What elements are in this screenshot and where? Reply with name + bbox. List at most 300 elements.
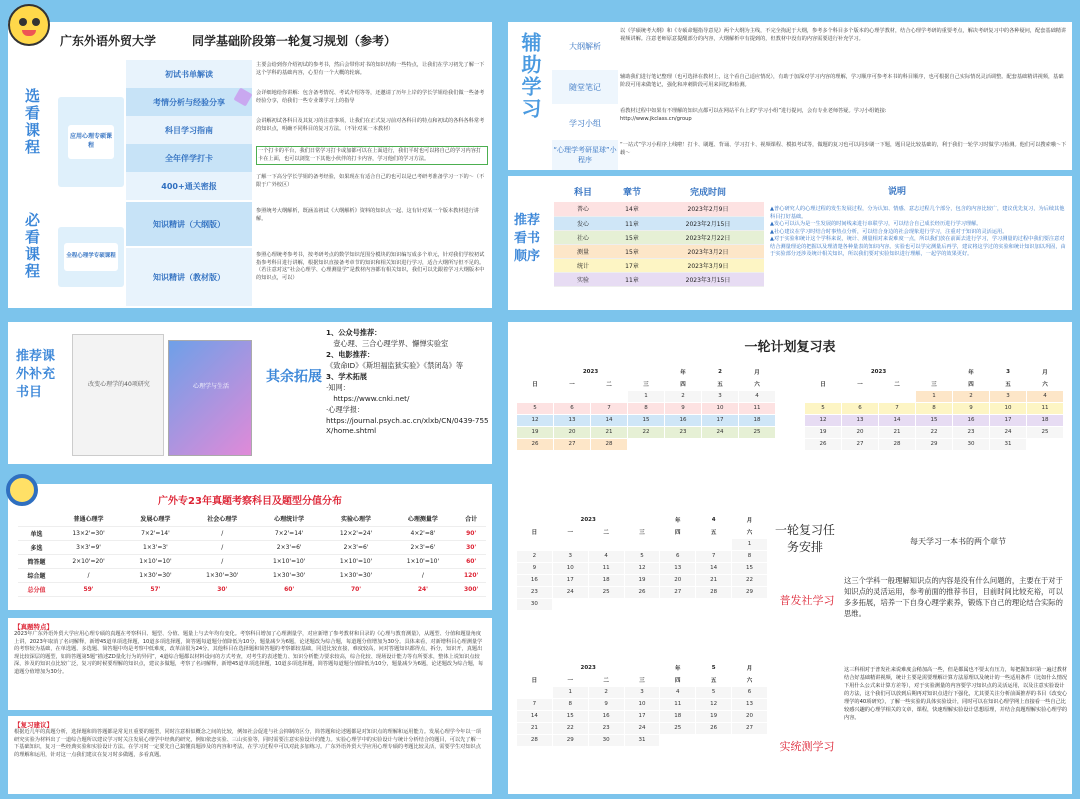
calendar-day[interactable]: 13 xyxy=(842,414,879,426)
score-col-header xyxy=(18,512,55,526)
calendar-day[interactable]: 5 xyxy=(805,402,842,414)
aux-item-1-label[interactable]: 随堂笔记 xyxy=(552,70,618,104)
score-cell: 12×2'=24' xyxy=(323,526,390,540)
calendar-week-row xyxy=(517,598,768,610)
calendar-weekday: 六 xyxy=(754,381,760,388)
calendar-day[interactable]: 12 xyxy=(517,414,554,426)
calendar-day[interactable]: 3 xyxy=(624,686,660,698)
calendar-day[interactable]: 30 xyxy=(588,734,624,746)
calendar-day[interactable] xyxy=(517,686,553,698)
calendar-day[interactable]: 3 xyxy=(552,550,588,562)
score-cell: 60' xyxy=(256,582,323,596)
calendar-day[interactable]: 24 xyxy=(624,722,660,734)
calendar-day[interactable]: 28 xyxy=(879,438,916,450)
calendar-header-cell: 年 xyxy=(675,666,681,672)
calendar-day[interactable]: 22 xyxy=(732,574,768,586)
calendar-day[interactable]: 8 xyxy=(628,402,665,414)
calendar-day[interactable]: 20 xyxy=(732,710,768,722)
calendar-day[interactable]: 17 xyxy=(702,414,739,426)
calendar-day[interactable]: 16 xyxy=(953,414,990,426)
calendar-day[interactable]: 2 xyxy=(665,390,702,402)
calendar-day[interactable]: 15 xyxy=(552,710,588,722)
calendar-day[interactable]: 1 xyxy=(628,390,665,402)
calendar-header-cell: 年 xyxy=(968,370,974,376)
calendar-day[interactable] xyxy=(628,438,665,450)
calendar-day[interactable]: 29 xyxy=(732,586,768,598)
calendar-week-row xyxy=(805,414,1064,426)
ext-line-4: 3、学术拓展 xyxy=(326,371,367,381)
select-item-3-label[interactable]: 全年伴学打卡 xyxy=(126,144,252,172)
calendar-day[interactable]: 27 xyxy=(554,438,591,450)
calendar-weekday: 日 xyxy=(531,677,538,684)
calendar-day[interactable]: 11 xyxy=(660,698,696,710)
calendar-day[interactable]: 11 xyxy=(1027,402,1064,414)
calendar-day[interactable] xyxy=(879,390,916,402)
score-cell: 4×2'=8' xyxy=(389,526,456,540)
calendar-day[interactable]: 13 xyxy=(732,698,768,710)
book1-label: 普发社学习 xyxy=(779,594,835,607)
aux-item-1-desc: 辅助我们进行笔记整理（也可选择在教材上，这个看自己适应情况），有助于加深对学习内容的理解，学习顺序可参考本书的科目顺序，也可根据自己实际情况灵活调整。配套基础精讲视频，基础阶段可用来做笔记，强化和冲刺阶段可用来回忆和检测。 xyxy=(620,74,1064,88)
calendar-day[interactable]: 27 xyxy=(732,722,768,734)
calendar-day[interactable]: 12 xyxy=(624,562,660,574)
calendar-day[interactable]: 7 xyxy=(696,550,732,562)
course-panel xyxy=(8,22,492,308)
calendar-day[interactable]: 11 xyxy=(739,402,776,414)
calendar-day[interactable] xyxy=(624,598,660,610)
calendar-day[interactable]: 19 xyxy=(517,426,554,438)
calendar-day[interactable]: 5 xyxy=(517,402,554,414)
calendar-day[interactable]: 8 xyxy=(732,550,768,562)
score-col-header: 实验心理学 xyxy=(323,512,390,526)
calendar-day[interactable]: 14 xyxy=(591,414,628,426)
calendar-day[interactable]: 6 xyxy=(732,686,768,698)
must-heading: 必看课程 xyxy=(23,212,41,280)
calendar-day[interactable]: 15 xyxy=(732,562,768,574)
ext-line-7: ·心理学报： xyxy=(326,404,365,414)
calendar-day[interactable] xyxy=(805,390,842,402)
calendar-day[interactable]: 24 xyxy=(552,586,588,598)
calendar-day[interactable]: 24 xyxy=(702,426,739,438)
calendar-day[interactable] xyxy=(702,438,739,450)
calendar-day[interactable]: 26 xyxy=(624,586,660,598)
calendar-day[interactable]: 21 xyxy=(879,426,916,438)
order-note-3: ▲对于实验和统计这个学科来说，统计、测量相对来说难度一点，所以我们放在前面去进行学习，学习测量的过程中我们要注意对结合测量理论的把握以及理清楚各种量表的知识内容。实验也可以学完测量后再学，建议将这学过的实验和统计知识加以巩固，由于实验部分还涉及统计相关知识，所以我们要对实验知识进行理解，一起学的效果更好。 xyxy=(770,236,1066,258)
order-cell-subject: 普心 xyxy=(554,202,612,216)
calendar-day[interactable]: 1 xyxy=(552,686,588,698)
calendar-day[interactable]: 25 xyxy=(660,722,696,734)
calendar-day[interactable]: 25 xyxy=(588,586,624,598)
score-cell: 7×2'=14' xyxy=(256,526,323,540)
must-item-1-label[interactable]: 知识精讲（教材版） xyxy=(126,248,252,306)
calendar-week-row xyxy=(805,402,1064,414)
score-col-header: 普通心理学 xyxy=(55,512,122,526)
calendar-day[interactable]: 28 xyxy=(517,734,553,746)
calendar-weekday: 六 xyxy=(1042,381,1048,388)
calendar-day[interactable]: 15 xyxy=(916,414,953,426)
calendar-day[interactable]: 31 xyxy=(624,734,660,746)
order-col-0: 科目 xyxy=(573,187,592,198)
calendar-day[interactable]: 21 xyxy=(517,722,553,734)
books-panel xyxy=(8,322,492,464)
calendar-day[interactable] xyxy=(517,538,553,550)
calendar-day[interactable]: 18 xyxy=(1027,414,1064,426)
score-row xyxy=(18,568,486,582)
score-cell: 59' xyxy=(55,582,122,596)
score-cell: 简答题 xyxy=(18,554,55,568)
calendar-day[interactable]: 16 xyxy=(665,414,702,426)
calendar-weekday: 三 xyxy=(639,677,645,684)
score-cell: 30' xyxy=(189,582,256,596)
order-row xyxy=(554,230,764,244)
order-row xyxy=(554,216,764,230)
calendar-mar xyxy=(804,366,1064,451)
order-row xyxy=(554,258,764,272)
aux-panel xyxy=(508,22,1072,170)
calendar-day[interactable]: 7 xyxy=(879,402,916,414)
calendar-day[interactable]: 7 xyxy=(517,698,553,710)
calendar-header-cell: 年 xyxy=(675,518,681,524)
calendar-day[interactable]: 1 xyxy=(916,390,953,402)
calendar-weekday: 四 xyxy=(675,529,681,536)
calendar-week-row xyxy=(517,734,768,746)
calendar-day[interactable]: 5 xyxy=(696,686,732,698)
calendar-day[interactable]: 20 xyxy=(660,574,696,586)
calendar-day[interactable]: 28 xyxy=(591,438,628,450)
calendar-day[interactable]: 19 xyxy=(805,426,842,438)
calendar-day[interactable] xyxy=(1027,438,1064,450)
ext-line-0: 1、公众号推荐： xyxy=(326,328,382,337)
calendar-week-row xyxy=(517,586,768,598)
calendar-day[interactable]: 9 xyxy=(953,402,990,414)
must-item-0-desc: 参照统考大纲解析，既涵盖初试《大纲解析》资料的知识点一起、这有针对某一个版本教材进行讲解。 xyxy=(256,208,480,222)
calendar-day[interactable]: 23 xyxy=(588,722,624,734)
calendar-weekday: 日 xyxy=(531,529,538,536)
calendar-day[interactable]: 25 xyxy=(1027,426,1064,438)
calendar-day[interactable]: 6 xyxy=(842,402,879,414)
must-item-1-desc: 参照心理统考参考书，按考研考点的数学知识范围分模块的知识编写成多个单元，针对我们学校初试指参考科目进行讲解，根据知识直接备考章节的知识和相关知识进行学习，适合大纲所写但不足的。（若注意对这“社会心理学、心理测量学”是教材内容都有相关知识，我们可以先跟着学习大纲版本中的知识点，可以） xyxy=(256,252,485,281)
calendar-day[interactable]: 6 xyxy=(554,402,591,414)
calendar-weekday: 五 xyxy=(1005,381,1011,388)
calendar-header-cell: 月 xyxy=(746,666,753,672)
select-item-4-label[interactable]: 400+通关密报 xyxy=(126,172,252,200)
calendar-header-cell: 5 xyxy=(711,665,716,671)
calendar-day[interactable]: 3 xyxy=(990,390,1027,402)
calendar-week-row xyxy=(517,574,768,586)
calendar-day[interactable]: 19 xyxy=(624,574,660,586)
calendar-day[interactable] xyxy=(660,538,696,550)
calendar-day[interactable]: 26 xyxy=(517,438,554,450)
aux-group-link[interactable]: http://www.jkclass.cn/group xyxy=(620,115,692,122)
order-cell-chapters: 17章 xyxy=(612,258,652,272)
calendar-day[interactable]: 6 xyxy=(660,550,696,562)
calendar-header-cell: 2023 xyxy=(580,665,596,671)
ext-list xyxy=(326,328,492,437)
calendar-header-cell: 3 xyxy=(1006,369,1010,375)
order-cell-subject: 发心 xyxy=(554,216,612,230)
calendar-day[interactable] xyxy=(554,390,591,402)
aux-heading: 辅助学习 xyxy=(518,32,542,120)
calendar-header-cell: 2023 xyxy=(870,369,887,375)
score-cell: 7×2'=14' xyxy=(122,526,189,540)
order-heading: 推荐看书顺序 xyxy=(514,213,541,265)
calendar-day[interactable]: 2 xyxy=(953,390,990,402)
calendar-day[interactable]: 9 xyxy=(517,562,553,574)
book1-cover xyxy=(72,334,164,456)
calendar-day[interactable]: 14 xyxy=(517,710,553,722)
select-promo-image xyxy=(58,97,124,187)
aux-item-3-label[interactable]: “心理学考研星球”小程序 xyxy=(552,140,618,170)
calendar-day[interactable] xyxy=(696,734,732,746)
score-cell: 2×10'=20' xyxy=(55,554,122,568)
ext-line-3: 《致命ID》《斯坦福监狱实验》《禁闭岛》等 xyxy=(326,360,464,370)
calendar-day[interactable] xyxy=(552,598,588,610)
mascot-icon xyxy=(8,4,50,46)
calendar-day[interactable]: 28 xyxy=(696,586,732,598)
calendar-day[interactable]: 5 xyxy=(624,550,660,562)
calendar-day[interactable]: 2 xyxy=(517,550,553,562)
score-cell: / xyxy=(55,568,122,582)
calendar-day[interactable]: 10 xyxy=(702,402,739,414)
calendar-day[interactable]: 4 xyxy=(588,550,624,562)
score-cell: 120' xyxy=(456,568,486,582)
calendar-day[interactable]: 25 xyxy=(739,426,776,438)
score-col-header: 心理统计学 xyxy=(256,512,323,526)
score-cell: 90' xyxy=(456,526,486,540)
calendar-day[interactable]: 12 xyxy=(805,414,842,426)
calendar-weekday: 一 xyxy=(567,677,574,684)
calendar-day[interactable]: 13 xyxy=(660,562,696,574)
calendar-day[interactable]: 21 xyxy=(696,574,732,586)
plan-title: 一轮计划复习表 xyxy=(744,340,836,355)
order-cell-date: 2023年2月22日 xyxy=(652,230,764,244)
select-item-1-label[interactable]: 考情分析与经验分享 xyxy=(126,88,252,116)
select-item-2-label[interactable]: 科目学习指南 xyxy=(126,116,252,144)
calendar-week-row xyxy=(517,414,776,426)
calendar-day[interactable]: 23 xyxy=(665,426,702,438)
calendar-day[interactable]: 22 xyxy=(916,426,953,438)
task-label: 一轮复习任务安排 xyxy=(774,523,835,554)
features-panel xyxy=(8,618,492,710)
calendar-day[interactable]: 23 xyxy=(953,426,990,438)
select-heading: 选看课程 xyxy=(23,88,41,156)
calendar-day[interactable]: 22 xyxy=(628,426,665,438)
calendar-day[interactable]: 14 xyxy=(696,562,732,574)
calendar-header-cell xyxy=(517,662,553,674)
calendar-day[interactable] xyxy=(517,390,554,402)
book2-title: 心理学与生活 xyxy=(192,383,229,390)
calendar-apr xyxy=(516,514,768,611)
calendar-day[interactable]: 29 xyxy=(552,734,588,746)
score-row xyxy=(18,582,486,596)
select-item-2-desc: 会讲解初试各科目及其复习的注意事项，让我们在正式复习前对各科目的特点和初试的各科各科常考的知识点，明确不同科目的复习方法。（不针对某一本教材） xyxy=(256,118,485,132)
score-cell: 2×3'=6' xyxy=(389,540,456,554)
calendar-day[interactable]: 11 xyxy=(588,562,624,574)
calendar-day[interactable]: 16 xyxy=(517,574,553,586)
calendar-weekday: 四 xyxy=(675,677,681,684)
calendar-weekday: 五 xyxy=(710,677,717,684)
aux-item-0-label[interactable]: 大纲解析 xyxy=(569,41,601,51)
calendar-day[interactable]: 13 xyxy=(554,414,591,426)
calendar-day[interactable] xyxy=(660,598,696,610)
calendar-day[interactable]: 12 xyxy=(696,698,732,710)
calendar-day[interactable]: 24 xyxy=(990,426,1027,438)
calendar-header-cell: 年 xyxy=(680,370,686,376)
aux-item-0-desc: 以《学硕统考大纲》和《专硕命题指导意见》两个大纲为主线，不完全拘泥于大纲，参考多个科目多个版本的心理学教材，结合心理学考研的重要考点，解决考研复习中的各种疑问，配套基础精讲视频讲解。注意老师原意提醒部分的内容，大纲解析中有提到的，但教材中没有的内容需要进行补充学习。 xyxy=(620,28,1067,42)
calendar-day[interactable]: 21 xyxy=(591,426,628,438)
calendar-day[interactable] xyxy=(696,538,732,550)
calendar-week-row xyxy=(517,438,776,450)
order-cell-date: 2023年2月15日 xyxy=(652,216,764,230)
order-row xyxy=(554,244,764,258)
score-cell: / xyxy=(389,568,456,582)
calendar-day[interactable] xyxy=(660,734,696,746)
calendar-weekday: 五 xyxy=(717,381,723,388)
calendar-header-cell xyxy=(624,662,660,674)
features-text: 2023年广东外语外贸大学应用心理专硕的真题在考察科目、题型、分值、题量上与去年均有变化。考察科目增加了心理测量学，对应新增了参考教材和目录的《心理与教育测量》，从题型、分值和题量角度上讲，2023年取消了名词解释，新增45道单项选择题，10道多项选择题，简答题每道题分值降低为10分，题量减少为6题，论述题改为综合题，每道题分值增加为30分。具体来看，对新增科目心理测量学的考察较为基础，在单选题、多选题、简答题中均是考察中低难度，改革前很为24分。其他科目在选择题和简答题的考察都较基础，同进比较直接，难度较高，问对答题知识都得点，拆分，知识开，真题出现比较深层的题型，如简答题第5题“描述ZD量化行为的异同”，4道综合题都以材料设问的方式考查，对考生的表述能力、知识分析能力要求较高，综合化较、现场设计能力等有所要求，整体上说知识点较深，涉及的知识点比较广泛，复习的时候要理解的知识点，建议多做题，考察了名词解释，新增45道单项选择题，10道多项选择题，简答题每道题分值降低为10分，题量减少为6题，论述题改为综合题，每道题分值增加为30分。 xyxy=(14,631,484,675)
calendar-day[interactable]: 4 xyxy=(739,390,776,402)
aux-item-2-label[interactable]: 学习小组 xyxy=(569,118,601,128)
calendar-day[interactable]: 26 xyxy=(805,438,842,450)
calendar-day[interactable]: 9 xyxy=(665,402,702,414)
calendar-day[interactable]: 18 xyxy=(660,710,696,722)
calendar-week-row xyxy=(517,390,776,402)
calendar-header-cell: 2023 xyxy=(582,369,599,375)
calendar-day[interactable]: 7 xyxy=(591,402,628,414)
order-note-2: ▲社心建议在学习时结合时事热点分析，可以结合身边的社会现象进行学习，注重对于知识的灵活运用。 xyxy=(770,228,1008,235)
calendar-day[interactable]: 17 xyxy=(990,414,1027,426)
calendar-day[interactable]: 29 xyxy=(916,438,953,450)
ext-line-8[interactable]: https://journal.psych.ac.cn/xlxb/CN/0439-755X/home.shtml xyxy=(326,415,489,436)
order-panel xyxy=(508,176,1072,310)
calendar-day[interactable]: 17 xyxy=(552,574,588,586)
calendar-day[interactable]: 27 xyxy=(660,586,696,598)
order-cell-subject: 社心 xyxy=(554,230,612,244)
calendar-day[interactable]: 18 xyxy=(588,574,624,586)
calendar-header-cell xyxy=(517,514,553,526)
score-cell: 1×30'=30' xyxy=(256,568,323,582)
calendar-day[interactable]: 10 xyxy=(624,698,660,710)
calendar-header-cell xyxy=(624,514,660,526)
calendar-day[interactable] xyxy=(552,538,588,550)
score-cell: 1×30'=30' xyxy=(122,568,189,582)
score-cell: 总分值 xyxy=(18,582,55,596)
score-col-header: 心理测量学 xyxy=(389,512,456,526)
score-cell: 多选 xyxy=(18,540,55,554)
page-title: 广东外语外贸大学 同学基础阶段第一轮复习规划（参考） xyxy=(60,34,397,48)
calendar-day[interactable]: 27 xyxy=(842,438,879,450)
ext-heading: 其余拓展 xyxy=(266,369,322,385)
plan-panel xyxy=(508,322,1072,794)
calendar-day[interactable] xyxy=(665,438,702,450)
calendar-day[interactable]: 18 xyxy=(739,414,776,426)
calendar-weekday: 二 xyxy=(894,381,900,388)
calendar-header-cell xyxy=(517,366,554,378)
calendar-day[interactable]: 10 xyxy=(552,562,588,574)
calendar-day[interactable]: 3 xyxy=(702,390,739,402)
score-cell: 3×3'=9' xyxy=(55,540,122,554)
calendar-day[interactable] xyxy=(591,390,628,402)
order-col-2: 完成时间 xyxy=(689,187,726,198)
task-desc: 每天学习一本书的两个章节 xyxy=(910,537,1006,546)
advice-panel xyxy=(8,716,492,794)
aux-item-2-text: 看教材过程中如果有不理解的知识点都可以在网站平台上的“学习小组”进行提问，会有专业老师答疑。学习小组链接: xyxy=(620,108,887,114)
score-cell: 2×3'=6' xyxy=(323,540,390,554)
calendar-day[interactable] xyxy=(739,438,776,450)
calendar-week-row xyxy=(805,438,1064,450)
score-cell: 70' xyxy=(323,582,390,596)
calendar-week-row xyxy=(805,390,1064,402)
calendar-day[interactable]: 19 xyxy=(696,710,732,722)
calendar-day[interactable]: 10 xyxy=(990,402,1027,414)
select-item-0-desc: 主要会给到你介绍初试的参考书，然后会带你对书的知识结构一些特点，让我们在学习初先了解一下这个学科的基础内容，心里有一个大概的轮廓。 xyxy=(256,62,485,76)
calendar-day[interactable] xyxy=(732,734,768,746)
calendar-day[interactable]: 20 xyxy=(554,426,591,438)
calendar-day[interactable]: 8 xyxy=(552,698,588,710)
calendar-day[interactable]: 20 xyxy=(842,426,879,438)
books-heading: 推荐课外补充书目 xyxy=(16,349,56,401)
calendar-day[interactable]: 16 xyxy=(588,710,624,722)
order-cell-subject: 测量 xyxy=(554,244,612,258)
aux-item-2-desc xyxy=(620,108,1068,123)
promo-text-2: 全程心理学专硕课程 xyxy=(64,243,118,271)
select-item-4-desc: 了解一下高分学长学姐的备考经验，如果现在有适合自己的也可以是已考研考准备学习一下的～（不限于广外校区） xyxy=(256,174,485,188)
calendar-header-cell: 2023 xyxy=(580,517,596,523)
advice-heading: 【复习建议】 xyxy=(14,721,53,729)
calendar-day[interactable]: 4 xyxy=(1027,390,1064,402)
score-panel xyxy=(8,484,492,610)
calendar-week-row xyxy=(517,402,776,414)
calendar-day[interactable]: 4 xyxy=(660,686,696,698)
score-table xyxy=(18,512,486,597)
book2-desc: 这三科相对于普发社来说难度会稍加高一些，但是都属也不要太有压力，每把握知识第一遍过教材结合好基础精讲视频，统计主要是需要理解计算方法原理以及统计的一些适用条件（比如什么情况下用什么公式来计算方差等），对于实验测量的内容要学习知识点的灵活运用，以及注意实验设计的方法，这个我们可以放到后期再对知识点进行下强化，尤其要关注分析前面推荐的书目《改变心理学的40项研究》，了解一些实验的具体实验设计，同时可以在知识心理学网上直接看一些自己比较感兴趣的心理学相关的文章，课程，快速理解实验设计思想原理，并结合真题理解实验心理学的内容。 xyxy=(844,667,1068,722)
score-row xyxy=(18,540,486,554)
calendar-day[interactable] xyxy=(588,538,624,550)
calendar-day[interactable] xyxy=(624,538,660,550)
calendar-day[interactable]: 17 xyxy=(624,710,660,722)
calendar-day[interactable] xyxy=(696,598,732,610)
calendar-day[interactable]: 14 xyxy=(879,414,916,426)
calendar-day[interactable]: 15 xyxy=(628,414,665,426)
calendar-day[interactable] xyxy=(588,598,624,610)
ext-line-6[interactable]: https://www.cnki.net/ xyxy=(326,393,410,403)
order-table xyxy=(554,180,764,287)
calendar-day[interactable]: 2 xyxy=(588,686,624,698)
calendar-day[interactable]: 1 xyxy=(732,538,768,550)
calendar-day[interactable]: 30 xyxy=(953,438,990,450)
calendar-week-row xyxy=(805,426,1064,438)
calendar-week-row xyxy=(517,686,768,698)
select-item-0-label[interactable]: 初试书单解读 xyxy=(126,60,252,88)
calendar-day[interactable]: 31 xyxy=(990,438,1027,450)
score-cell: / xyxy=(189,526,256,540)
calendar-day[interactable]: 8 xyxy=(916,402,953,414)
score-cell: 1×10'=10' xyxy=(256,554,323,568)
calendar-day[interactable]: 23 xyxy=(517,586,553,598)
must-item-0-label[interactable]: 知识精讲（大纲版） xyxy=(126,202,252,246)
calendar-day[interactable]: 22 xyxy=(552,722,588,734)
score-cell: 1×30'=30' xyxy=(189,568,256,582)
book2-label: 实统测学习 xyxy=(779,740,835,753)
calendar-day[interactable]: 9 xyxy=(588,698,624,710)
calendar-day[interactable] xyxy=(842,390,879,402)
calendar-header-cell: 4 xyxy=(711,517,716,523)
calendar-day[interactable] xyxy=(732,598,768,610)
calendar-weekday: 四 xyxy=(680,381,686,388)
score-cell: 2×3'=6' xyxy=(256,540,323,554)
score-cell: 57' xyxy=(122,582,189,596)
calendar-day[interactable]: 30 xyxy=(517,598,553,610)
calendar-day[interactable]: 26 xyxy=(696,722,732,734)
